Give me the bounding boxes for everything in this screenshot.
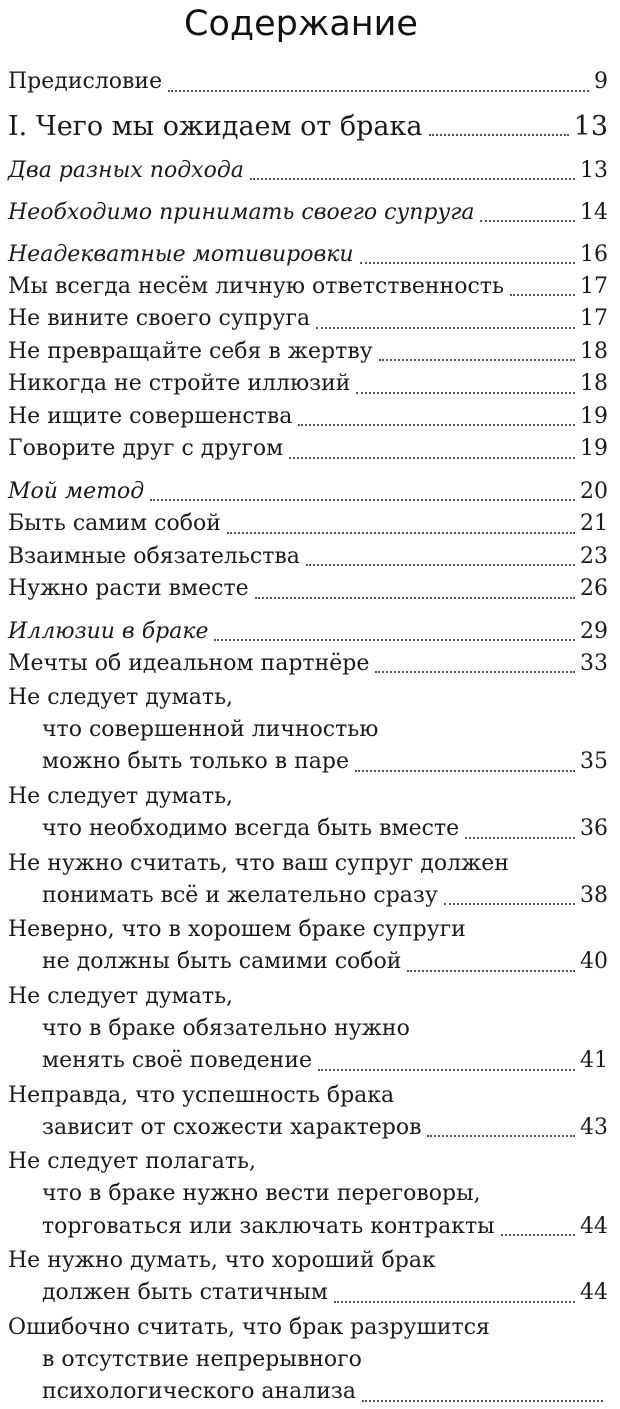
toc-entry[interactable] (8, 573, 608, 606)
toc-entry-label: Иллюзии в браке (8, 618, 209, 644)
toc-entry-label-line: в отсутствие непрерывного (42, 1346, 362, 1372)
toc-entry[interactable] (8, 475, 608, 508)
toc-entry-page-number: 18 (580, 338, 608, 364)
toc-leader-dots (407, 969, 575, 972)
toc-page (0, 4, 620, 1402)
toc-entry-page-number: 14 (580, 199, 608, 225)
toc-entry-last-line (8, 813, 608, 846)
toc-entry-label-line: понимать всё и желательно сразу (42, 882, 438, 908)
toc-entry-page-number: 19 (580, 403, 608, 429)
toc-entry-page-number: 33 (580, 650, 608, 676)
toc-entry-page-number: 9 (594, 69, 608, 94)
toc-entry-label: Не превращайте себя в жертву (8, 338, 373, 364)
toc-entry-last-line (8, 1277, 608, 1310)
toc-leader-dots (427, 1134, 575, 1137)
toc-entry-label: Быть самим собой (8, 511, 221, 536)
toc-entry-page-number: 26 (580, 576, 608, 602)
toc-entry-last-line (8, 1045, 608, 1078)
toc-entry-label-line: Не нужно думать, что хороший брак (8, 1248, 436, 1274)
toc-entry-label-line: Не следует думать, (8, 983, 234, 1009)
toc-entry[interactable] (8, 401, 608, 434)
toc-entry-label-line: что необходимо всегда быть вместе (42, 816, 460, 842)
toc-leader-dots (168, 89, 589, 92)
toc-entry-label-line: не должны быть самими собой (42, 949, 402, 975)
toc-entry[interactable] (8, 1312, 608, 1409)
table-of-contents (8, 66, 608, 1409)
toc-entry-label: Мой метод (8, 479, 145, 504)
toc-entry-page-number: 20 (580, 479, 608, 504)
toc-entry-label: Необходимо принимать своего супруга (8, 199, 475, 225)
toc-entry-label: Говорите друг с другом (8, 436, 284, 462)
toc-entry[interactable] (8, 682, 608, 779)
toc-leader-dots (255, 596, 575, 599)
toc-leader-dots (334, 1300, 575, 1303)
toc-entry-label: I. Чего мы ожидаем от брака (8, 110, 423, 142)
toc-entry[interactable] (8, 1146, 608, 1243)
toc-entry-page-number: 19 (580, 436, 608, 462)
toc-leader-dots (362, 1399, 603, 1402)
toc-entry-label-line: что в браке обязательно нужно (42, 1016, 410, 1042)
toc-entry[interactable] (8, 648, 608, 681)
toc-entry-page-number: 38 (580, 882, 608, 908)
toc-entry-label: Нужно расти вместе (8, 576, 249, 602)
toc-leader-dots (356, 391, 575, 394)
toc-entry[interactable] (8, 615, 608, 648)
toc-entry-page-number: 18 (580, 371, 608, 397)
toc-entry[interactable] (8, 781, 608, 846)
toc-entry-label-line: Не следует полагать, (8, 1149, 256, 1175)
toc-entry[interactable] (8, 303, 608, 336)
toc-entry-page-number: 13 (573, 110, 608, 142)
toc-entry-label-line: что в браке нужно вести переговоры, (42, 1181, 481, 1207)
toc-entry-page-number: 17 (580, 306, 608, 332)
toc-entry-label-line: Неправда, что успешность брака (8, 1082, 395, 1108)
toc-leader-dots (375, 670, 575, 673)
toc-entry-page-number: 36 (580, 816, 608, 842)
toc-entry-label: Мы всегда несём личную ответственность (8, 273, 504, 299)
toc-entry-label-line: Не следует думать, (8, 685, 234, 711)
toc-entry-page-number: 35 (580, 749, 608, 775)
toc-entry[interactable] (8, 914, 608, 979)
toc-leader-dots (501, 1233, 575, 1236)
toc-entry-label-line: Не следует думать, (8, 783, 234, 809)
toc-entry-last-line (8, 946, 608, 979)
toc-entry[interactable] (8, 433, 608, 466)
toc-entry[interactable] (8, 1245, 608, 1310)
toc-entry-label: Взаимные обязательства (8, 543, 300, 569)
toc-leader-dots (298, 423, 575, 426)
toc-entry-label: Никогда не стройте иллюзий (8, 371, 351, 397)
toc-entry-label: Не вините своего супруга (8, 306, 311, 332)
toc-leader-dots (360, 261, 575, 264)
toc-leader-dots (316, 326, 575, 329)
toc-leader-dots (510, 293, 575, 296)
toc-entry-label-line: торговаться или заключать контракты (42, 1213, 495, 1239)
toc-entry[interactable] (8, 1080, 608, 1145)
toc-leader-dots (150, 498, 575, 501)
toc-leader-dots (379, 358, 575, 361)
toc-entry-page-number: 29 (580, 618, 608, 644)
toc-entry-label-line: должен быть статичным (42, 1280, 328, 1306)
toc-entry[interactable] (8, 541, 608, 574)
toc-entry-page-number: 17 (580, 273, 608, 299)
toc-entry-label-line: Неверно, что в хорошем браке супруги (8, 917, 466, 943)
toc-entry[interactable] (8, 848, 608, 913)
toc-entry-page-number: 44 (580, 1280, 608, 1306)
toc-leader-dots (227, 531, 575, 534)
toc-entry-label-line: можно быть только в паре (42, 749, 350, 775)
toc-leader-dots (444, 902, 575, 905)
toc-entry[interactable] (8, 238, 608, 271)
toc-entry-label-line: что совершенной личностью (42, 717, 379, 743)
toc-entry-last-line (8, 1112, 608, 1145)
toc-entry-label-line: Ошибочно считать, что брак разрушится (8, 1314, 490, 1340)
toc-entry[interactable] (8, 336, 608, 369)
toc-entry-label: Предисловие (8, 69, 163, 94)
toc-entry-page-number: 44 (580, 1213, 608, 1239)
toc-entry-last-line (8, 880, 608, 913)
toc-leader-dots (306, 563, 575, 566)
toc-entry-last-line (8, 746, 608, 779)
page-title: Содержание (184, 4, 418, 44)
toc-entry-page-number: 40 (580, 949, 608, 975)
toc-entry-label: Мечты об идеальном партнёре (8, 650, 370, 676)
toc-entry-page-number: 43 (580, 1114, 608, 1140)
toc-entry-last-line (8, 1376, 608, 1409)
toc-leader-dots (465, 836, 575, 839)
toc-entry[interactable] (8, 154, 608, 187)
toc-leader-dots (250, 177, 575, 180)
toc-leader-dots (214, 638, 575, 641)
toc-entry-page-number: 13 (580, 157, 608, 183)
toc-entry-label-line: зависит от схожести характеров (42, 1114, 422, 1140)
toc-entry-page-number: 23 (580, 543, 608, 569)
toc-entry[interactable] (8, 196, 608, 229)
toc-entry-label-line: психологического анализа (42, 1378, 357, 1404)
toc-entry-label-line: менять своё поведение (42, 1048, 313, 1074)
toc-leader-dots (289, 456, 575, 459)
toc-entry[interactable] (8, 271, 608, 304)
toc-entry-label: Два разных подхода (8, 157, 244, 183)
toc-entry-page-number: 21 (580, 511, 608, 536)
toc-leader-dots (355, 769, 575, 772)
toc-entry[interactable] (8, 109, 608, 145)
toc-entry[interactable] (8, 981, 608, 1078)
toc-entry-page-number: 16 (580, 241, 608, 267)
toc-entry-label-line: Не нужно считать, что ваш супруг должен (8, 850, 509, 876)
toc-entry-label: Неадекватные мотивировки (8, 241, 354, 267)
toc-entry[interactable] (8, 368, 608, 401)
toc-entry-last-line (8, 1211, 608, 1244)
toc-entry[interactable] (8, 66, 608, 99)
toc-leader-dots (318, 1068, 575, 1071)
toc-leader-dots (480, 219, 575, 222)
toc-entry-page-number: 41 (580, 1048, 608, 1074)
toc-entry-label: Не ищите совершенства (8, 403, 293, 429)
toc-entry[interactable] (8, 508, 608, 541)
toc-leader-dots (429, 133, 569, 136)
